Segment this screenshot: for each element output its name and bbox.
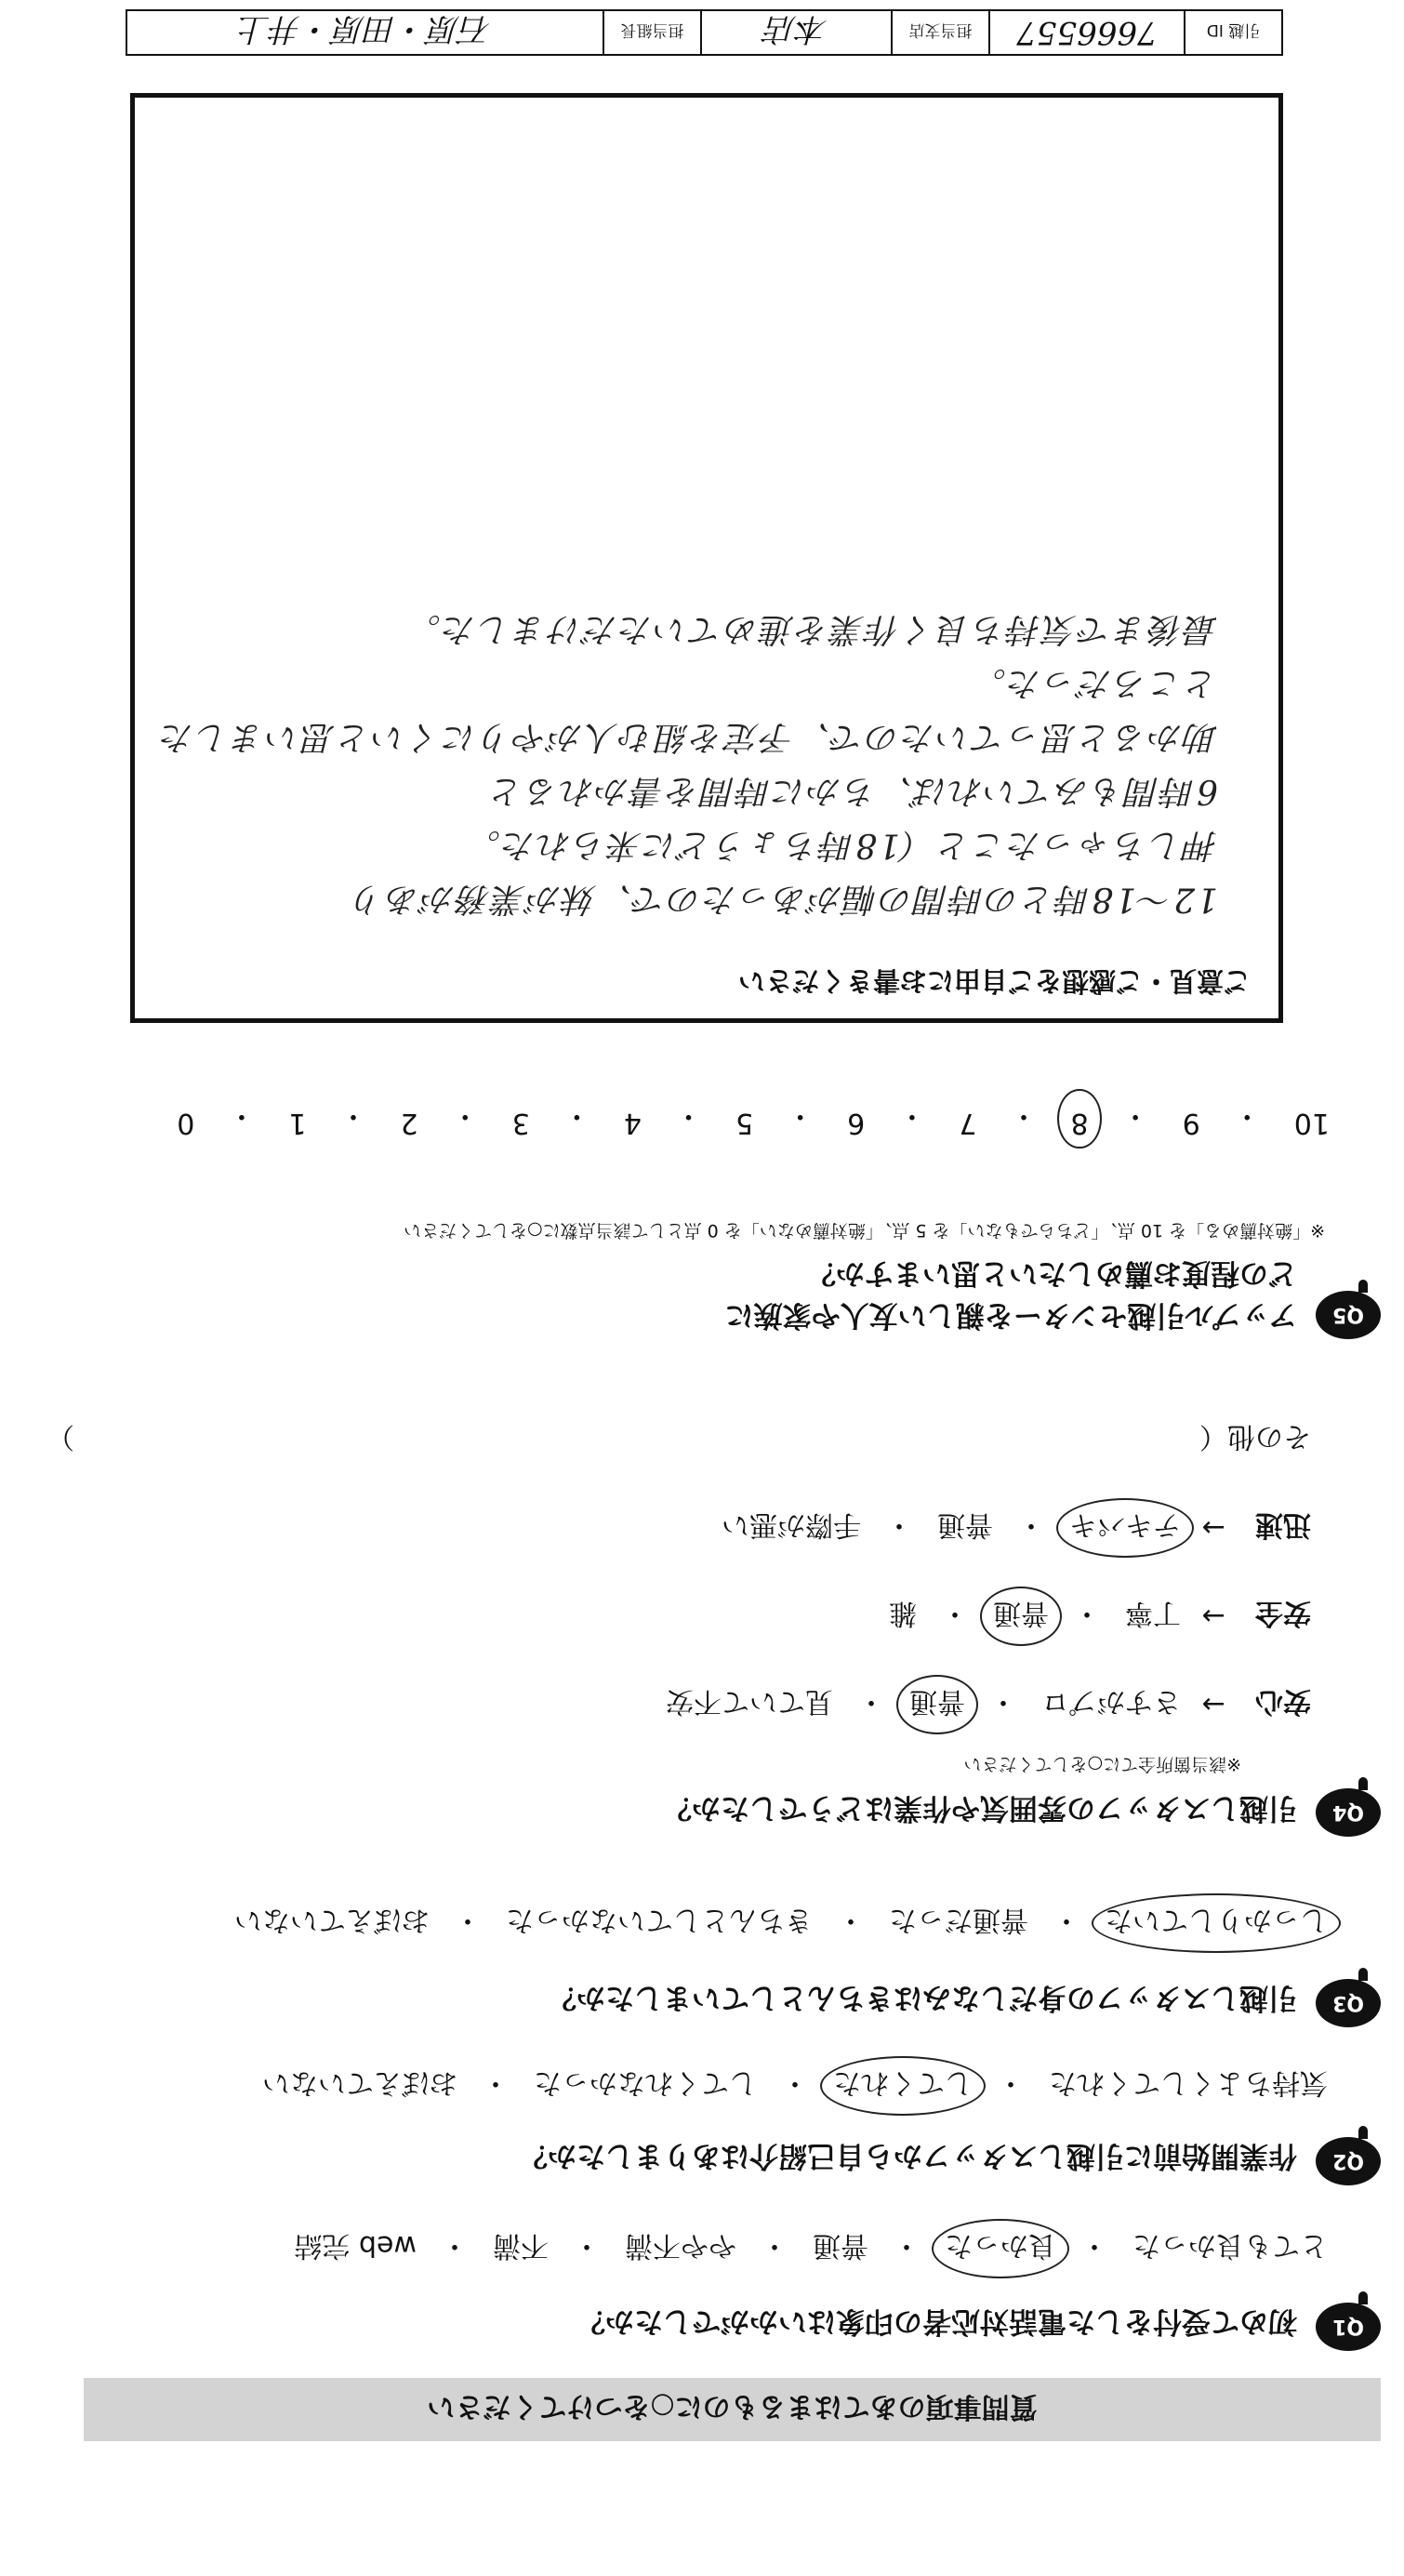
q2-option[interactable]: 気持ちよくしてくれた [1049, 2066, 1328, 2099]
score-option[interactable]: 1 [288, 1107, 307, 1139]
q1-option[interactable]: 不満 [493, 2229, 549, 2262]
q5-badge [1316, 1291, 1381, 1339]
handwritten-line: 助かると思っていたので、予定を組む人がやりにくいと思いました [158, 718, 1218, 756]
q4-option[interactable]: 見ていて不安 [666, 1685, 833, 1718]
q2-badge-label: Q2 [1332, 2149, 1365, 2173]
score-option[interactable]: 4 [623, 1107, 642, 1139]
q4-note: ※該当箇所全てに○をしてください [963, 1754, 1241, 1774]
q2-option-selected[interactable]: してくれた [833, 2065, 973, 2106]
q1-question: 初めて受付をした電話対応者の印象はいかがでしたか？ [576, 2304, 1297, 2338]
q3-options: しっかりしていた ・ 普通だった ・ きちんとしていなかった ・ おぼえていない [234, 1903, 1328, 1944]
q4-question: 引越しスタッフの雰囲気や作業はどうでしたか？ [663, 1791, 1297, 1825]
arrow-right-icon: → [1201, 1600, 1225, 1633]
q4-other-label: その他（ [1199, 1420, 1311, 1453]
q1-options: とても良かった ・ 良かった ・ 普通 ・ やや不満 ・ 不満 ・ web 完結 [294, 2228, 1328, 2269]
q4-row-jinsoku: 迅速 → テキパキ ・ 普通 ・ 手際が悪い [722, 1507, 1311, 1548]
q1-option-selected[interactable]: 良かった [945, 2228, 1056, 2269]
q5-score-scale: 10 ・ 9 ・ 8 ・ 7 ・ 6 ・ 5 ・ 4 ・ 3 ・ 2 ・ 1 ・ 0 [177, 1099, 1330, 1139]
instruction-text: 質問事項のあてはまるものに○をつけてください [427, 2390, 1038, 2423]
q4-option-selected[interactable]: テキパキ [1069, 1507, 1181, 1548]
record-id-label: 引越 ID [1184, 11, 1281, 54]
score-option[interactable]: 0 [177, 1107, 195, 1139]
record-id-value[interactable]: 7666557 [988, 11, 1184, 54]
q2-badge [1316, 2137, 1381, 2185]
branch-value[interactable]: 本店 [700, 11, 891, 54]
score-option[interactable]: 2 [400, 1107, 418, 1139]
q4-option[interactable]: 普通 [937, 1508, 993, 1541]
q3-option[interactable]: おぼえていない [234, 1904, 430, 1936]
q1-option[interactable]: やや不満 [625, 2229, 736, 2262]
q4-row-label: 迅速 [1255, 1508, 1311, 1541]
q3-option[interactable]: きちんとしていなかった [506, 1904, 813, 1936]
q4-row-label: 安心 [1255, 1685, 1311, 1718]
q1-option[interactable]: web 完結 [294, 2229, 417, 2262]
q3-badge [1316, 1979, 1381, 2027]
q4-option[interactable]: 丁寧 [1125, 1597, 1181, 1629]
score-option[interactable]: 5 [735, 1107, 754, 1139]
comment-title: ご意見・ご感想をご自由にお書きください [737, 965, 1251, 997]
q1-badge-label: Q1 [1332, 2315, 1365, 2339]
q2-options: 気持ちよくしてくれた ・ してくれた ・ してくれなかった ・ おぼえていない [262, 2065, 1328, 2106]
score-option[interactable]: 10 [1293, 1107, 1330, 1139]
q1-badge [1316, 2303, 1381, 2351]
arrow-right-icon: → [1201, 1511, 1225, 1545]
q4-row-anshin: 安心 → さすがプロ ・ 普通 ・ 見ていて不安 [666, 1684, 1311, 1725]
q4-other-field[interactable] [46, 1419, 1311, 1460]
q4-option[interactable]: 手際が悪い [722, 1508, 861, 1541]
q2-option[interactable]: してくれなかった [534, 2066, 757, 2099]
q3-option[interactable]: 普通だった [889, 1904, 1028, 1936]
q5-question-line1: アップル引越センターを親しい友人や家族に [724, 1298, 1297, 1332]
q4-badge-label: Q4 [1332, 1800, 1365, 1825]
q1-option[interactable]: とても良かった [1132, 2229, 1328, 2262]
arrow-right-icon: → [1201, 1688, 1225, 1721]
q2-option[interactable]: おぼえていない [262, 2066, 457, 2099]
handwritten-line: ところだった。 [970, 664, 1218, 702]
q1-option[interactable]: 普通 [813, 2229, 868, 2262]
handwritten-line: 6時間もみていれば、ちかに時間を書かれると [488, 772, 1218, 810]
q5-badge-label: Q5 [1332, 1303, 1365, 1327]
q5-question-line2: どの程度お薦めしたいと思いますか？ [807, 1256, 1297, 1290]
q3-badge-label: Q3 [1332, 1991, 1365, 2015]
staff-label: 担当組長 [603, 11, 700, 54]
branch-label: 担当支店 [891, 11, 988, 54]
q4-option-selected[interactable]: 普通 [909, 1684, 965, 1725]
q3-option-selected[interactable]: しっかりしていた [1105, 1903, 1328, 1944]
score-option[interactable]: 3 [511, 1107, 530, 1139]
q3-question: 引越しスタッフの身だしなみはきちんとしていましたか？ [548, 1981, 1297, 2014]
q4-option-selected[interactable]: 普通 [993, 1596, 1049, 1637]
score-option-selected[interactable]: 8 [1071, 1098, 1089, 1139]
handwritten-line: 最後まで気持ち良く作業を進めていただけました。 [404, 610, 1218, 648]
q4-badge [1316, 1788, 1381, 1837]
q4-row-label: 安全 [1255, 1597, 1311, 1629]
handwritten-line: 12～18時との時間の幅があったので、妹が業務があり [349, 880, 1218, 918]
q5-note: ※「絶対薦める」を 10 点、「どちらでもない」を 5 点、「絶対薦めない」を 0 点として該当点数に○をしてください [404, 1220, 1325, 1241]
comment-box[interactable] [130, 93, 1283, 1023]
record-table [126, 9, 1283, 56]
q4-option[interactable]: 雑 [889, 1597, 917, 1629]
staff-value[interactable]: 石原・田原・井上 [238, 10, 492, 48]
handwritten-line: 押しちゃったこと（18時ちょうどに来られた。 [465, 826, 1218, 864]
q4-row-anzen: 安全 → 丁寧 ・ 普通 ・ 雑 [889, 1596, 1311, 1637]
score-option[interactable]: 6 [847, 1107, 866, 1139]
q4-other-close: ） [46, 1420, 74, 1453]
q2-question: 作業開始前に引越しスタッフから自己紹介はありましたか？ [519, 2139, 1297, 2172]
q4-option[interactable]: さすがプロ [1041, 1685, 1181, 1718]
instruction-header [84, 2378, 1381, 2441]
score-option[interactable]: 7 [959, 1107, 977, 1139]
score-option[interactable]: 9 [1182, 1107, 1200, 1139]
